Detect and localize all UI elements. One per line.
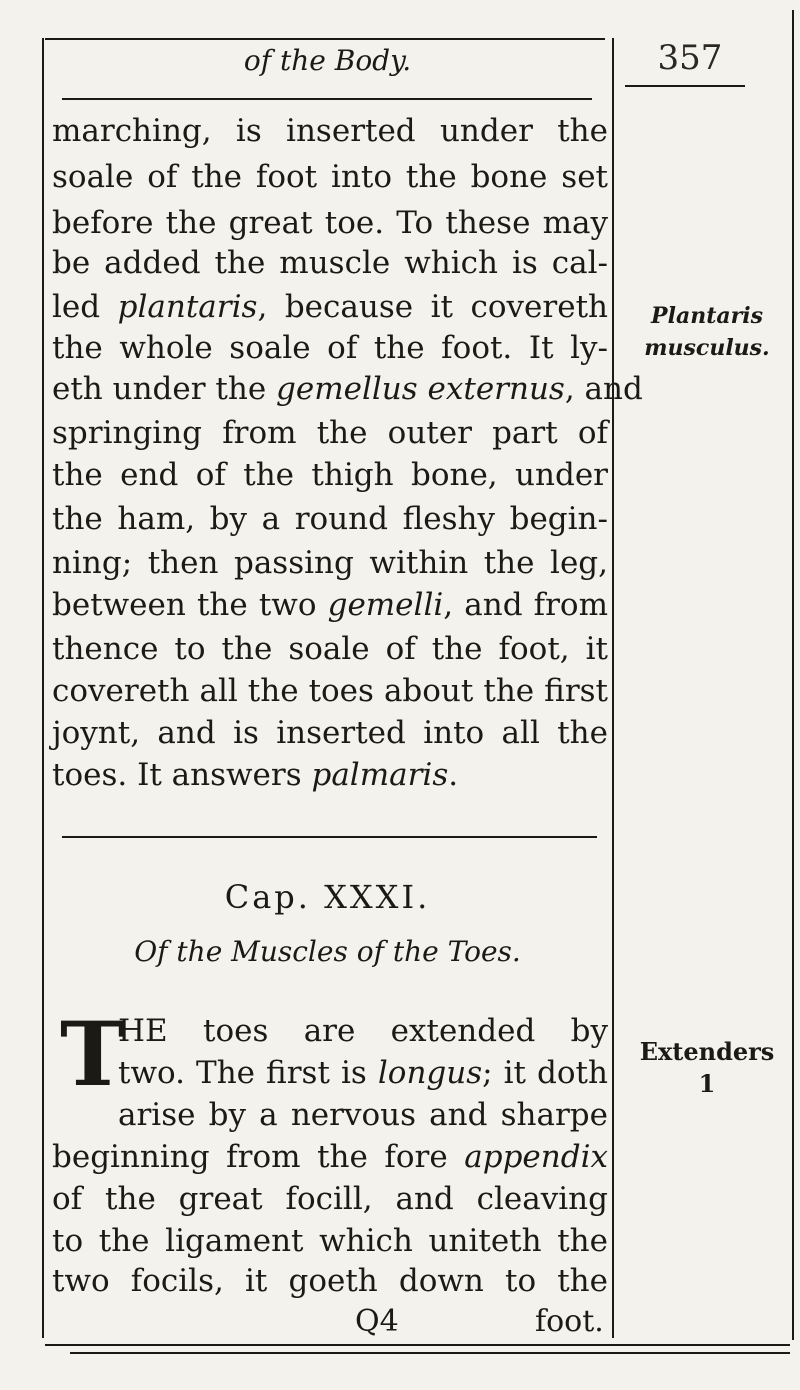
body-line bbox=[52, 366, 643, 412]
chapter-line bbox=[52, 1134, 608, 1180]
margin-note-line: Plantaris bbox=[651, 303, 763, 329]
body-line: springing from the outer part of bbox=[52, 415, 608, 451]
chapter-heading: Cap. XXXI. bbox=[224, 878, 431, 916]
header-rule bbox=[62, 98, 592, 100]
text-segment: beginning from the fore bbox=[52, 1139, 465, 1175]
left-border bbox=[42, 38, 44, 1338]
margin-note-line: musculus. bbox=[644, 335, 770, 361]
body-line: joynt, and is inserted into all the bbox=[52, 715, 608, 751]
chapter-rule bbox=[62, 836, 597, 838]
text-segment: eth under the bbox=[52, 371, 277, 407]
chapter-line: to the ligament which uniteth the bbox=[52, 1223, 608, 1259]
body-line: thence to the soale of the foot, it bbox=[52, 631, 608, 667]
margin-note-plantaris bbox=[622, 300, 792, 364]
margin-note-line: Extenders bbox=[639, 1037, 775, 1066]
chapter-line: two focils, it goeth down to the bbox=[52, 1263, 608, 1299]
italic-term: longus bbox=[377, 1055, 483, 1091]
italic-term: palmaris bbox=[311, 757, 449, 793]
body-line: the ham, by a round fleshy begin- bbox=[52, 501, 608, 537]
body-line: the end of the thigh bone, under bbox=[52, 457, 608, 493]
body-line: before the great toe. To these may bbox=[52, 205, 608, 241]
text-segment: , and from bbox=[443, 587, 608, 623]
body-line: covereth all the toes about the first bbox=[52, 673, 608, 709]
body-line bbox=[52, 752, 608, 798]
body-line bbox=[52, 284, 608, 330]
text-segment: two. The first is bbox=[118, 1055, 378, 1091]
margin-divider bbox=[612, 38, 614, 1338]
chapter-line bbox=[118, 1050, 608, 1096]
text-segment: ; it doth bbox=[482, 1055, 608, 1091]
chapter-line: HE toes are extended by bbox=[118, 1013, 608, 1049]
italic-term: gemellus externus bbox=[276, 371, 565, 407]
drop-cap: T bbox=[60, 1002, 126, 1106]
margin-note-extenders bbox=[622, 1036, 792, 1100]
margin-note-line: 1 bbox=[698, 1069, 716, 1098]
catchword: foot. bbox=[535, 1304, 604, 1339]
page-number-rule bbox=[625, 85, 745, 87]
text-segment: , and bbox=[564, 371, 643, 407]
text-segment: toes. It answers bbox=[52, 757, 312, 793]
body-line: soale of the foot into the bone set bbox=[52, 159, 608, 195]
body-line bbox=[52, 582, 608, 628]
italic-term: gemelli bbox=[327, 587, 444, 623]
text-segment: . bbox=[448, 757, 459, 793]
italic-term: appendix bbox=[464, 1139, 608, 1175]
bottom-rule bbox=[45, 1344, 790, 1346]
italic-term: plantaris bbox=[117, 289, 258, 325]
text-segment: led bbox=[52, 289, 118, 325]
body-line: be added the muscle which is cal- bbox=[52, 245, 608, 281]
body-line: ning; then passing within the leg, bbox=[52, 545, 608, 581]
right-border bbox=[792, 10, 794, 1340]
chapter-line: arise by a nervous and sharpe bbox=[118, 1097, 608, 1133]
chapter-title: Of the Muscles of the Toes. bbox=[134, 935, 521, 968]
text-segment: , because it covereth bbox=[257, 289, 608, 325]
chapter-line: of the great focill, and cleaving bbox=[52, 1181, 608, 1217]
text-segment: between the two bbox=[52, 587, 328, 623]
bottom-rule-lower bbox=[70, 1352, 790, 1354]
signature-mark: Q4 bbox=[355, 1304, 399, 1339]
running-head: of the Body. bbox=[243, 44, 412, 77]
top-rule bbox=[45, 38, 605, 40]
body-line: the whole soale of the foot. It ly- bbox=[52, 330, 608, 366]
page-number: 357 bbox=[657, 38, 723, 78]
body-line: marching, is inserted under the bbox=[52, 113, 608, 149]
